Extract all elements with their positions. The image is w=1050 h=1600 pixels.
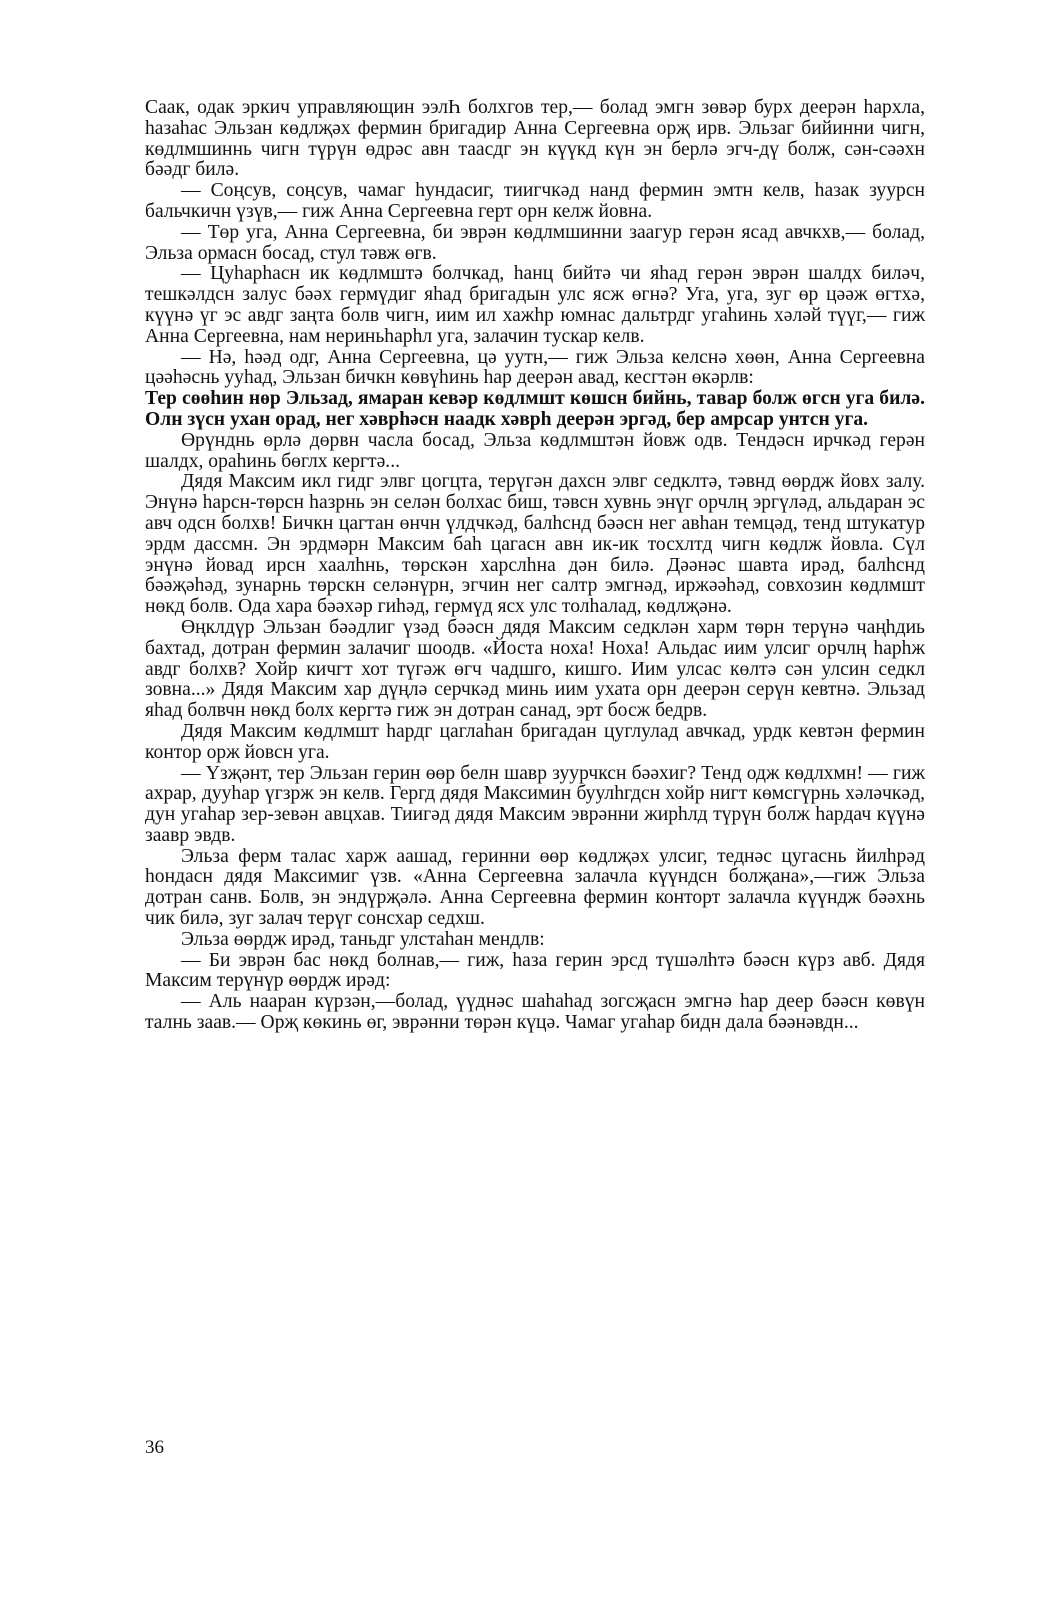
paragraph-14: — Аль нааран күрзән,—болад, үүднәс шаһаһад зогсҗасн эмгнә һар деер бәәсн көвүн талнь заав.— Орҗ көкинь өг, эврәнни төрән күцә. Чамаг угаһар бидн дала бәәнәвдн...: [145, 991, 925, 1034]
paragraph-7: Дядя Максим икл гидг элвг цогцта, терүгән дахсн элвг седклтә, тәвнд өөрдж йовх залу. Энүнә һарсн-төрсн һазрнь эн селән болхас биш, тәвсн хувнь энүг орчлң эргүләд, альдаран эс авч одсн болхв! Бичкн цагтан өнчн үлдчкәд, балһснд бәәсн нег авһан темцәд, тенд штукатур эрдм дассмн. Эн эрдмәрн Максим баһ цагасн авн ик-ик тосхлтд чигн көдлж йовла. Сүл энүнә йовад ирсн хаалһнь, төрскән харслһна дән билә. Дәәнәс шавта ирәд, балһснд бәәҗәһәд, зунарнь төрскн селәнүрн, эгчин нег салтр эмгнәд, иржәәһәд, совхозин көдлмшт нөкд болв. Ода хара бәәхәр гиһәд, гермүд ясх улс толһалад, көдлҗәнә.: [145, 471, 925, 618]
paragraph-3: — Төр уга, Анна Сергеевна, би эврән көдлмшинни заагур герән ясад авчкхв,— болад, Эльза ормасн босад, стул тәвж өгв.: [145, 221, 925, 264]
paragraph-6: Өрүнднь өрлә дөрвн часла босад, Эльза көдлмштән йовж одв. Тендәсн ирчкәд герән шалдх, ораһинь бөглх кергтә...: [145, 429, 925, 472]
paragraph-9: Дядя Максим көдлмшт һардг цаглаһан бригадан цуглулад авчкад, урдк кевтән фермин контор орж йовсн уга.: [145, 720, 925, 763]
page-number: 36: [145, 1437, 164, 1458]
paragraph-11: Эльза ферм талас харж аашад, геринни өөр көдлҗәх улсиг, теднәс цугаснь йилһрәд һондасн дядя Максимиг үзв. «Анна Сергеевна залачла күүндсн болҗана»,—гиж Эльза дотран санв. Болв, эн эндүрҗәлә. Анна Сергеевна фермин конторт залачла күүндж бәәхнь чик билә, зуг залач терүг сонсхар седхш.: [145, 845, 925, 930]
paragraph-5: — Нә, һәәд одг, Анна Сергеевна, цә уутн,— гиж Эльза келснә хөөн, Анна Сергеевна цәәһәснь ууһад, Эльзан бичкн көвүһинь һар деерән авад, кесгтән өкәрлв:: [145, 346, 925, 389]
paragraph-4: — Цуһарһасн ик көдлмштә болчкад, һанц бийтә чи яһад герән эврән шалдх биләч, тешкәлдсн залус бәәх гермүдиг яһад бригадын улс ясж өгнә? Уга, уга, зуг өр цәәж өгтхә, күүнә үг эс авдг заңта болв чигн, иим ил хажһр юмнас дальтрдг угаһинь хәләй түүг,— гиж Анна Сергеевна, нам нериньһарһл уга, залачин тускар келв.: [145, 263, 925, 347]
paragraph-13: — Би эврән бас нөкд болнав,— гиж, һаза герин эрсд түшәлһтә бәәсн күрз авб. Дядя Максим терүнүр өөрдж ирәд:: [145, 949, 925, 992]
paragraph-8: Өңклдүр Эльзан бәәдлиг үзәд бәәсн дядя Максим седклән харм төрн терүнә чаңһдиь бахтад, дотран фермин залачиг шоодв. «Йоста ноха! Ноха! Альдас иим улсиг орчлң һарһж авдг болхв? Хойр кичгт хот түгәж өгч чадшго, кишго. Иим улсас көлтә сән улсин седкл зовна...» Дядя Максим хар дүңлә серчкәд минь иим ухата орн деерән серүн кевтнә. Эльзад яһад болвчн нөкд болх кергтә гиж эн дотран санад, эрт босж бедрв.: [145, 616, 925, 722]
paragraph-10: — Үзҗәнт, тер Эльзан герин өөр белн шавр зуурчксн бәәхиг? Тенд одж көдлхмн! — гиж ахрар, дууһар үгзрж эн келв. Гергд дядя Максимин буулһгдсн хойр нигт көмсгүрнь хәләчкәд, дун угаһар зер-зевән авцхав. Тиигәд дядя Максим эврәнни жирһлд түрүн болж һардач күүнә заавр эвдв.: [145, 762, 925, 846]
bold-paragraph: Тер сөөһин нөр Эльзад, ямаран кевәр көдлмшт көшсн бийнь, тавар болж өгсн уга билә. Олн зүсн ухан орад, нег хәврһәсн наадк хәврһ деерән эргәд, бер амрсар унтсн уга.: [145, 388, 925, 430]
page-body: [145, 98, 925, 1034]
paragraph-12: Эльза өөрдж ирәд, таньдг улстаһан мендлв:: [181, 928, 545, 950]
paragraph-2: — Соңсув, соңсув, чамаг һундасиг, тиигчкәд нанд фермин эмтн келв, һазак зуурсн бальчкичн үзүв,— гиж Анна Сергеевна герт орн келж йовна.: [145, 180, 925, 222]
paragraph-1: Саак, одак эркич управляющин ээлҺ болхгов тер,— болад эмгн зөвәр бурх деерән һархла, һазаһас Эльзан көдлҗәх фермин бригадир Анна Сергеевна орҗ ирв. Эльзаг бийинни чигн, көдлмшиннь чигн түрүн өдрәс авн таасдг эн күүкд күн эн берлә эгч-дү болж, сән-сәәхн бәәдг билә.: [145, 97, 925, 181]
